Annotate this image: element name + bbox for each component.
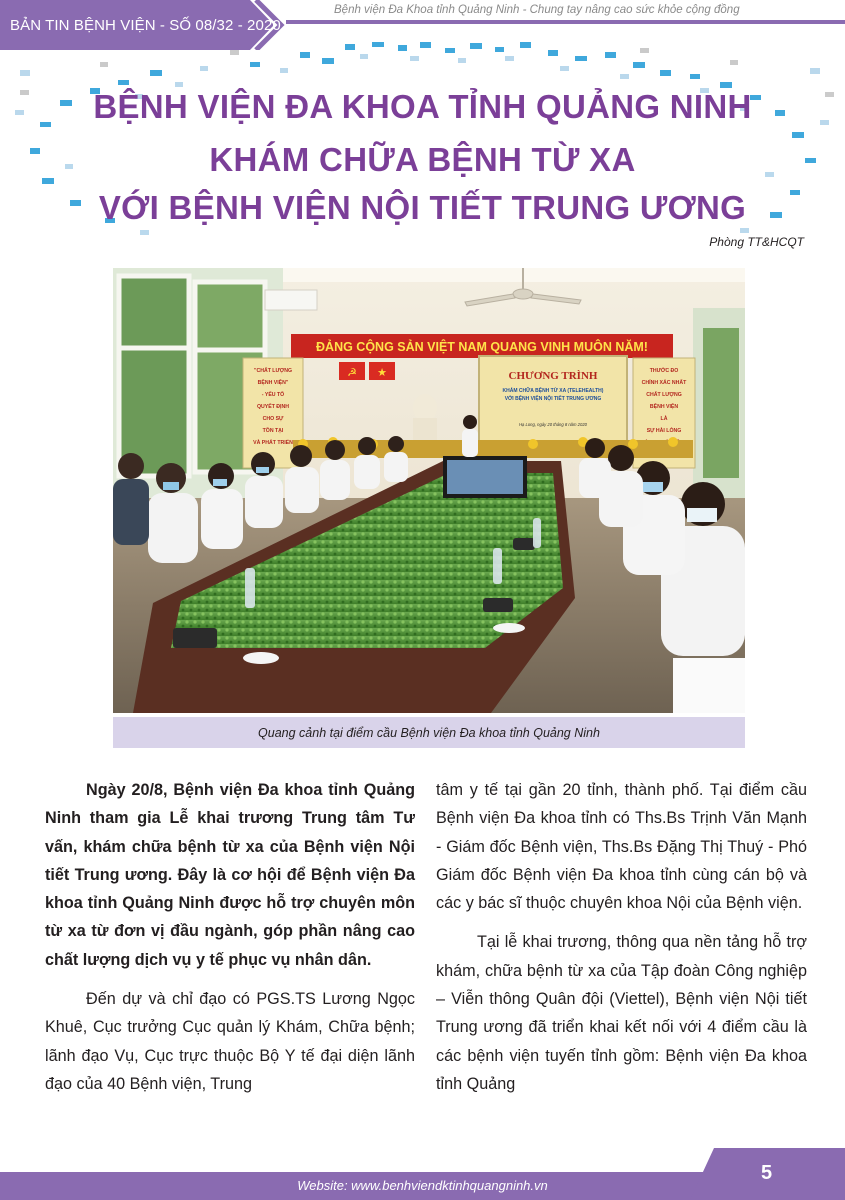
poster-line: CHẤT LƯỢNG — [646, 392, 682, 398]
article-title-line-3: VỚI BỆNH VIỆN NỘI TIẾT TRUNG ƯƠNG — [98, 189, 747, 226]
poster-line: BỆNH VIỆN" — [257, 380, 289, 386]
photo-caption: Quang cảnh tại điểm cầu Bệnh viện Đa khoa tỉnh Quảng Ninh — [258, 726, 600, 740]
article-lead-paragraph: Ngày 20/8, Bệnh viện Đa khoa tỉnh Quảng Ninh tham gia Lễ khai trương Trung tâm Tư vấn, khám chữa bệnh từ xa của Bệnh viện Nội tiết Trung ương. Đây là cơ hội để Bệnh viện Đa khoa tỉnh Quảng Ninh được hỗ trợ chuyên môn từ xa từ đơn vị đầu ngành, góp phần nâng cao chất lượng dịch vụ y tế phục vụ nhân dân. — [45, 781, 415, 969]
poster-line: SỰ HÀI LÒNG — [646, 428, 682, 434]
article-title-line-1: BỆNH VIỆN ĐA KHOA TỈNH QUẢNG NINH — [93, 88, 752, 125]
poster-line: CHO SỰ — [262, 416, 284, 422]
article-title-line-2: KHÁM CHỮA BỆNH TỪ XA — [209, 141, 636, 178]
poster-line: - YẾU TỐ — [261, 392, 285, 398]
photo-screen-heading: CHƯƠNG TRÌNH — [508, 370, 598, 382]
photo-caption-bar — [113, 717, 745, 748]
photo-screen-date: Hạ Long, ngày 20 tháng 8 năm 2020 — [519, 422, 587, 427]
article-paragraph-2-continued: tâm y tế tại gần 20 tỉnh, thành phố. Tại điểm cầu Bệnh viện Đa khoa tỉnh có Ths.Bs Trịnh Văn Mạnh - Giám đốc Bệnh viện, Ths.Bs Đặng Thị Thuý - Phó Giám đốc Bệnh viện Đa khoa tỉnh cùng cán bộ và các y bác sĩ thuộc chuyên khoa Nội của Bệnh viện. — [436, 781, 807, 913]
bulletin-label: BẢN TIN BỆNH VIỆN - SỐ 08/32 - 2020 — [10, 17, 281, 34]
photo-screen-subtitle-1: KHÁM CHỮA BỆNH TỪ XA (TELEHEALTH) — [502, 388, 604, 394]
article-photo — [113, 268, 745, 713]
poster-line: THƯỚC ĐO — [649, 368, 679, 374]
poster-line: BỆNH VIỆN — [649, 404, 679, 410]
poster-line: LÀ — [660, 416, 668, 422]
header-tagline: Bệnh viện Đa Khoa tỉnh Quảng Ninh - Chung tay nâng cao sức khỏe cộng đồng — [334, 4, 740, 16]
svg-text:★: ★ — [377, 366, 387, 379]
article-paragraph-3: Tại lễ khai trương, thông qua nền tảng hỗ trợ khám, chữa bệnh từ xa của Tập đoàn Công nghiệp – Viễn thông Quân đội (Viettel), Bệnh viện Nội tiết Trung ương đã triển khai kết nối với 4 điểm cầu là các bệnh viện tuyến tỉnh gồm: Bệnh viện Đa khoa tỉnh Quảng — [436, 933, 807, 1093]
article-byline: Phòng TT&HCQT — [709, 235, 804, 249]
article-column-right — [436, 776, 807, 1098]
article-column-left — [45, 776, 415, 1098]
photo-screen-subtitle-2: VỚI BỆNH VIỆN NỘI TIẾT TRUNG ƯƠNG — [504, 396, 602, 402]
photo-banner-text: ĐẢNG CỘNG SẢN VIỆT NAM QUANG VINH MUÔN NĂM! — [316, 340, 648, 354]
article-paragraph-2-start: Đến dự và chỉ đạo có PGS.TS Lương Ngọc Khuê, Cục trưởng Cục quản lý Khám, Chữa bệnh; lãnh đạo Vụ, Cục trực thuộc Bộ Y tế đại diện lãnh đạo của 40 Bệnh viện, Trung — [45, 990, 415, 1093]
svg-text:☭: ☭ — [347, 366, 357, 379]
poster-line: CHÍNH XÁC NHẤT — [641, 380, 687, 386]
poster-line: "CHẤT LƯỢNG — [254, 368, 292, 374]
page-number: 5 — [761, 1162, 773, 1184]
poster-line: QUYẾT ĐỊNH — [257, 404, 289, 410]
poster-line: VÀ PHÁT TRIỂN — [253, 440, 293, 446]
poster-line: TỒN TẠI — [262, 428, 284, 434]
footer-website: Website: www.benhviendktinhquangninh.vn — [297, 1178, 548, 1193]
